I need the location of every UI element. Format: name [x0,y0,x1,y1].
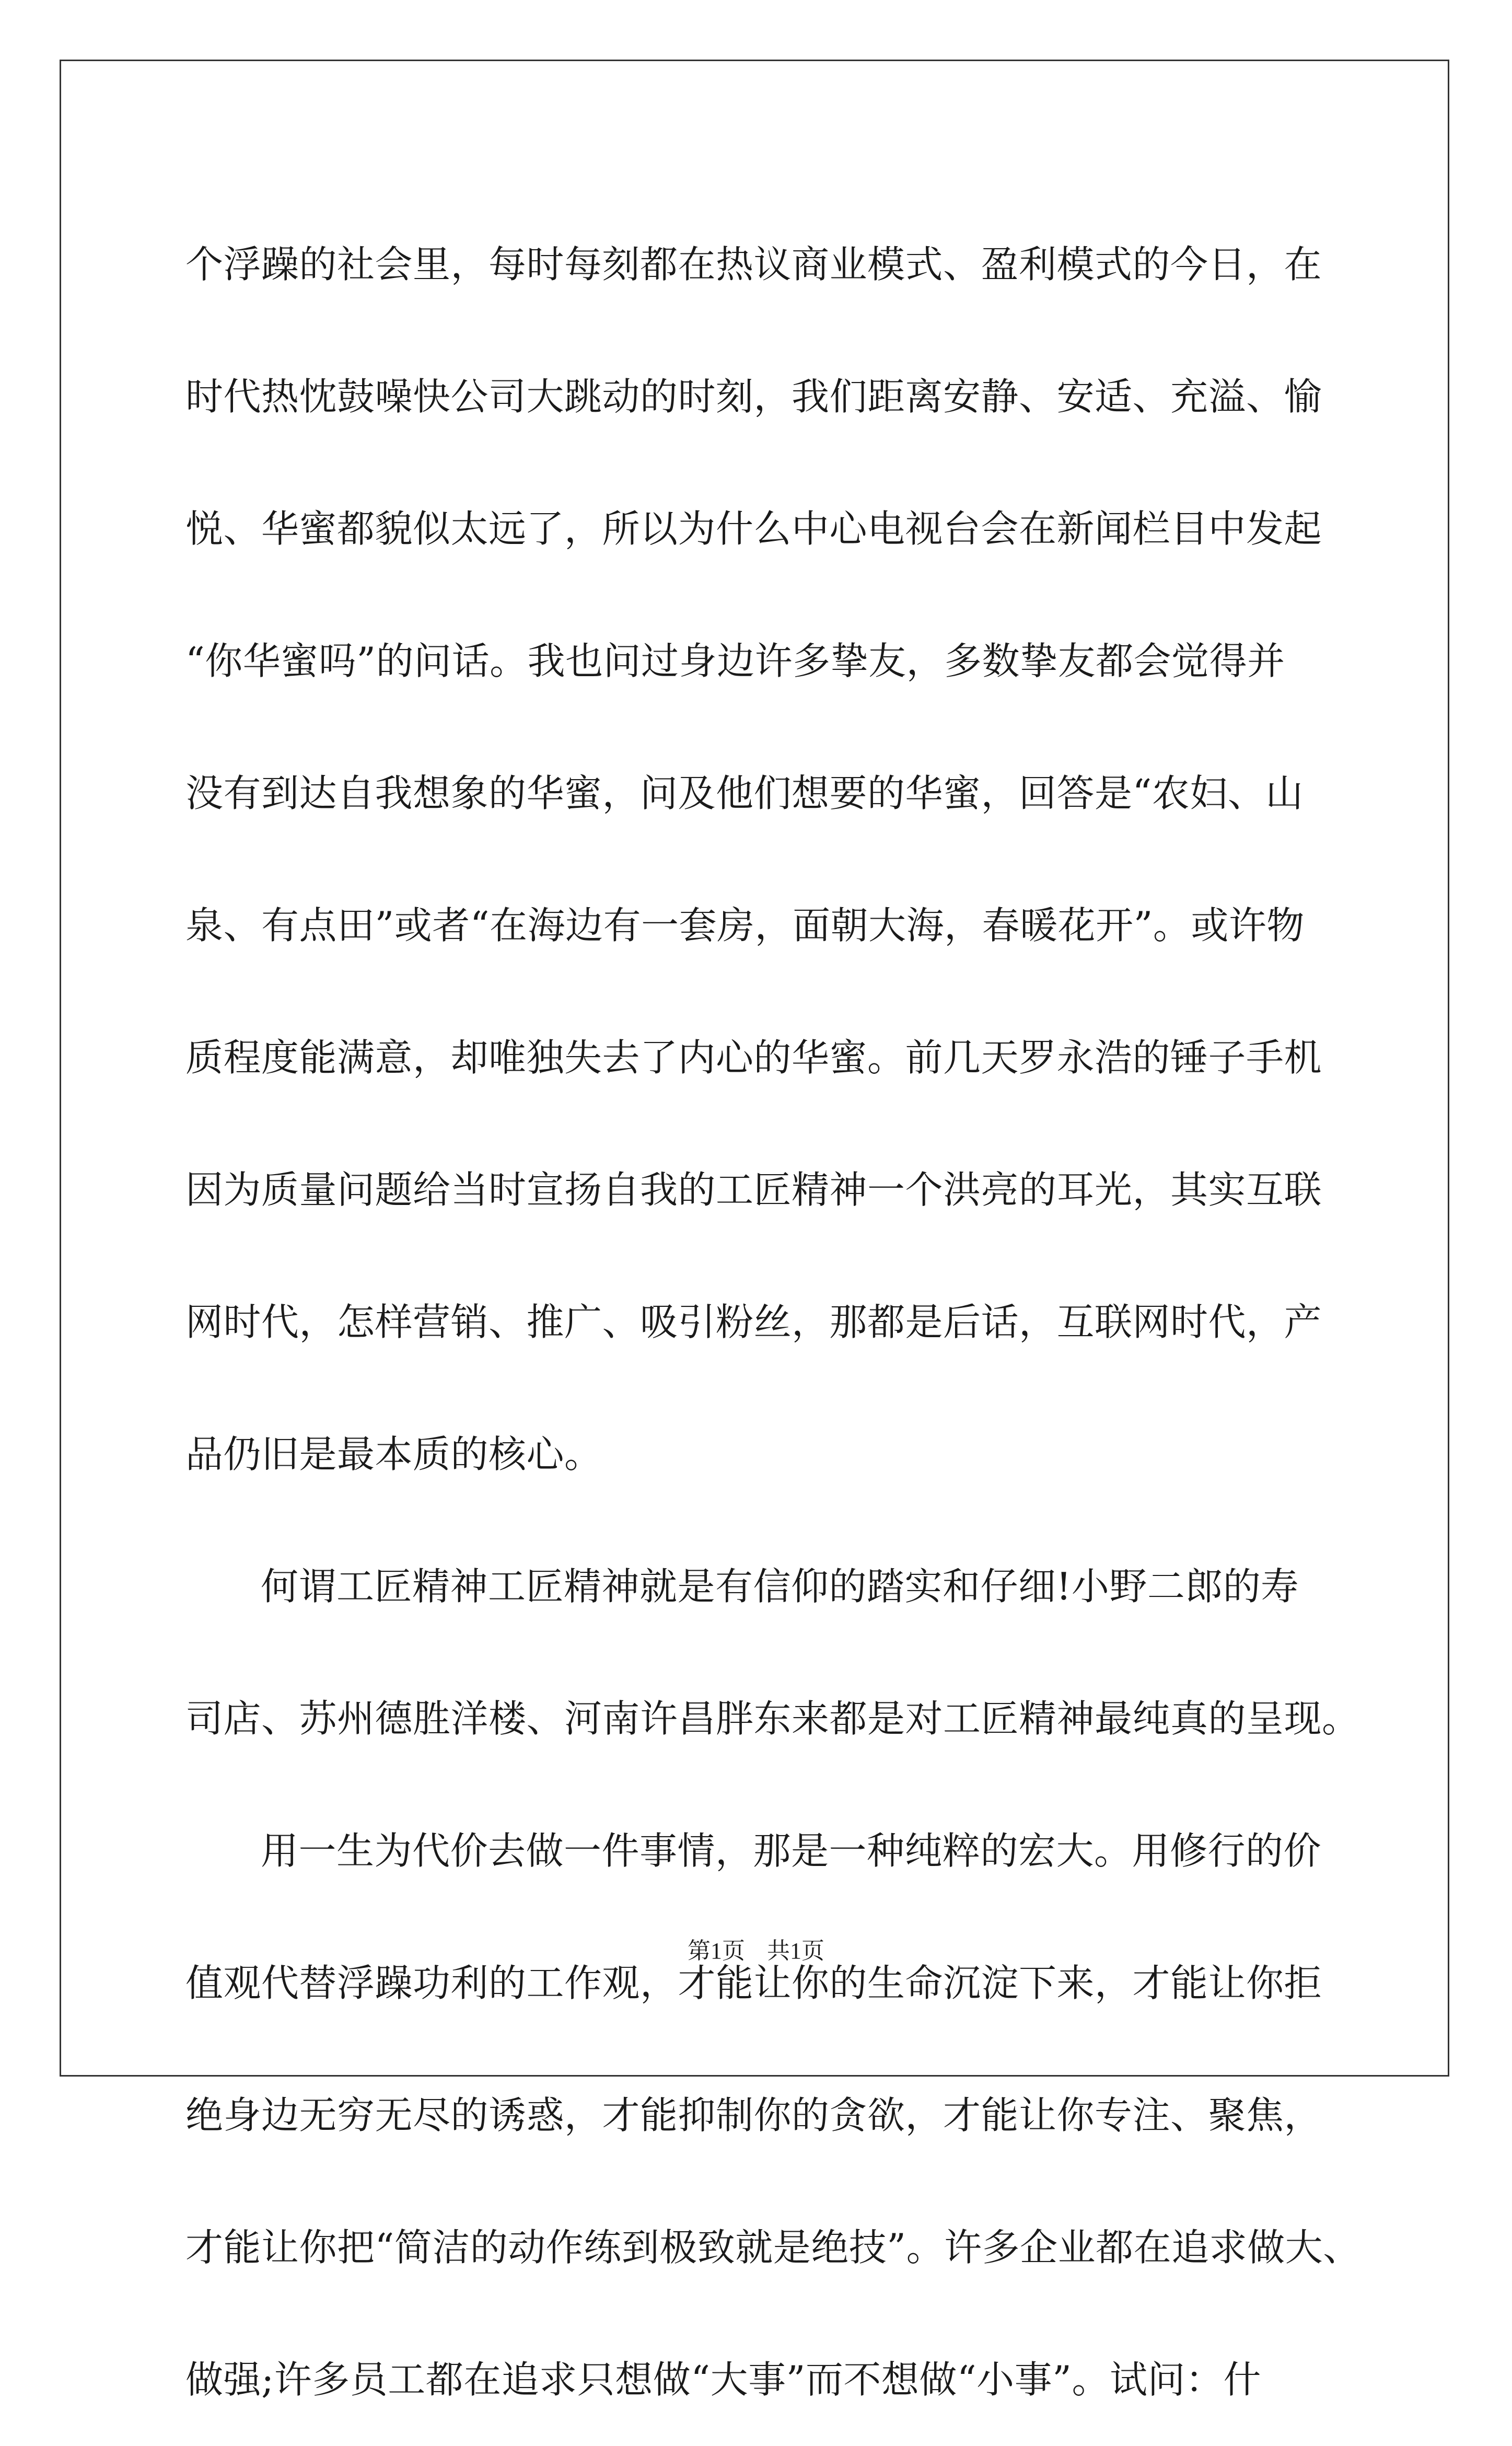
text-line: 司店、苏州德胜洋楼、河南许昌胖东来都是对工匠精神最纯真的呈现。 [185,1697,1360,1741]
document-body [185,199,1361,2446]
text-line: 泉、有点田”或者“在海边有一套房，面朝大海，春暖花开”。或许物 [185,903,1305,947]
paragraph-start-line: 用一生为代价去做一件事情，那是一种纯粹的宏大。用修行的价 [261,1829,1322,1873]
text-line: 时代热忱鼓噪快公司大跳动的时刻，我们距离安静、安适、充溢、愉 [185,375,1322,419]
text-line: 绝身边无穷无尽的诱惑，才能抑制你的贪欲，才能让你专注、聚焦， [185,2093,1322,2137]
text-line: 品仍旧是最本质的核心。 [185,1432,602,1476]
paragraph-start-line: 何谓工匠精神工匠精神就是有信仰的踏实和仔细!小野二郎的寿 [261,1564,1299,1608]
text-line: 网时代，怎样营销、推广、吸引粉丝，那都是后话，互联网时代，产 [185,1300,1322,1344]
text-line: 才能让你把“简洁的动作练到极致就是绝技”。许多企业都在追求做大、 [185,2225,1361,2269]
text-line: 做强;许多员工都在追求只想做“大事”而不想做“小事”。试问：什 [185,2358,1261,2402]
text-line: 悦、华蜜都貌似太远了，所以为什么中心电视台会在新闻栏目中发起 [185,507,1322,551]
text-line: 个浮躁的社会里，每时每刻都在热议商业模式、盈利模式的今日，在 [185,242,1322,286]
page-total: 共1页 [767,1938,824,1964]
text-line: 因为质量问题给当时宣扬自我的工匠精神一个洪亮的耳光，其实互联 [185,1168,1322,1212]
text-line: 值观代替浮躁功利的工作观，才能让你的生命沉淀下来，才能让你拒 [185,1961,1322,2005]
text-line: 质程度能满意，却唯独失去了内心的华蜜。前几天罗永浩的锤子手机 [185,1036,1322,1080]
text-line: “你华蜜吗”的问话。我也问过身边许多挚友，多数挚友都会觉得并 [185,639,1285,683]
page-footer [0,1932,1512,1965]
page-number: 第1页 [688,1938,745,1964]
text-line: 没有到达自我想象的华蜜，问及他们想要的华蜜，回答是“农妇、山 [185,771,1304,815]
